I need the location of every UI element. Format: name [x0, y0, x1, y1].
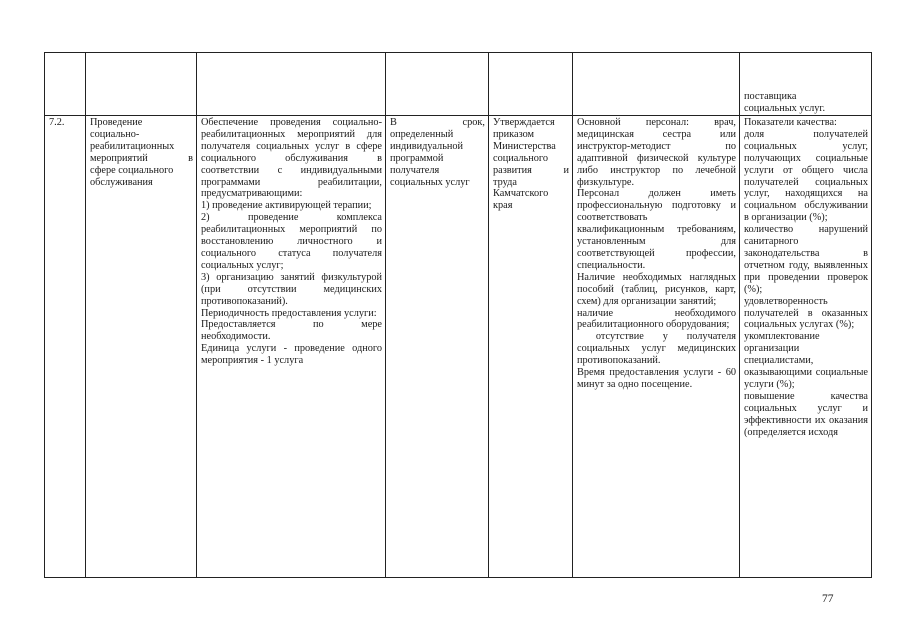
provider-line: поставщика — [744, 91, 797, 103]
indicators-paragraph: доля получателей социальных услуг, получающих социальные услуги от общего числа получателей социальных услуг, находящихся на социальном обслуживании в организации (%); — [744, 128, 868, 224]
services-table — [44, 52, 872, 578]
conditions-paragraph: Наличие необходимых наглядных пособий (таблиц, рисунков, карт, схем) для организации занятий; — [577, 271, 736, 307]
cell-empty — [489, 53, 573, 116]
description-paragraph: Предоставляется по мере необходимости. — [201, 319, 382, 343]
conditions-paragraph: отсутствие у получателя социальных услуг медицинских противопоказаний. — [577, 331, 739, 367]
cell-empty — [386, 53, 489, 116]
conditions-paragraph: Время предоставления услуги - 60 минут за одно посещение. — [577, 367, 736, 390]
description-paragraph: Периодичность предоставления услуги: — [201, 307, 377, 319]
table-row-top — [45, 53, 872, 116]
cell-tariff — [489, 116, 573, 578]
description-paragraph: Единица услуги - проведение одного мероприятия - 1 услуга — [201, 343, 382, 367]
indicators-paragraph: Показатели качества: — [744, 117, 837, 128]
deadline-line: индивидуальной — [390, 140, 464, 152]
deadline-line: социальных услуг — [390, 176, 470, 188]
description-paragraph: Обеспечение проведения социально-реабилитационных мероприятий для получателя социальных услуг в сфере социального обслуживания в соответствии с индивидуальными программами реабилитации, предусматривающими: — [201, 117, 382, 200]
tariff-line: края — [493, 200, 513, 212]
tariff-line: развития и — [493, 164, 569, 176]
cell-empty — [86, 53, 197, 116]
deadline-line: программой — [390, 152, 444, 164]
cell-number — [45, 116, 86, 578]
tariff-line: Камчатского — [493, 188, 549, 200]
conditions-paragraph: Основной персонал: врач, медицинская сестра или инструктор-методист по адаптивной физической культуре либо инструктор по лечебной физкультуре. — [577, 117, 736, 188]
indicators-paragraph: повышение качества социальных услуг и эффективности их оказания (определяется исходя — [744, 390, 868, 438]
cell-empty — [45, 53, 86, 116]
indicators-paragraph: укомплектование организации специалистами, оказывающими социальные услуги (%); — [744, 331, 868, 390]
cell-service-name — [86, 116, 197, 578]
service-name-line: Проведение — [90, 117, 143, 128]
cell-description — [197, 116, 386, 578]
service-name-line: социально- — [90, 128, 140, 140]
cell-empty — [197, 53, 386, 116]
tariff-line: труда — [493, 176, 517, 188]
description-paragraph: 1) проведение активирующей терапии; — [201, 200, 372, 212]
tariff-line: приказом — [493, 128, 535, 140]
cell-deadline — [386, 116, 489, 578]
indicators-paragraph: удовлетворенность получателей в оказанных социальных услугах (%); — [744, 295, 868, 331]
deadline-line: получателя — [390, 164, 440, 176]
service-name-line: мероприятий в — [90, 152, 193, 164]
description-paragraph: 3) организацию занятий физкультурой (при отсутствии медицинских противопоказаний). — [201, 271, 382, 307]
service-name-line: обслуживания — [90, 176, 153, 188]
cell-empty — [573, 53, 740, 116]
provider-line: социальных услуг. — [744, 103, 826, 115]
tariff-line: Министерства — [493, 140, 556, 152]
tariff-line: Утверждается — [493, 117, 555, 128]
deadline-line: В срок, — [390, 117, 485, 128]
description-paragraph: 2) проведение комплекса реабилитационных мероприятий по восстановлению личностного и социального статуса получателя социальных услуг; — [201, 212, 382, 271]
page-number: 77 — [822, 593, 834, 605]
table-row-service — [45, 116, 872, 578]
service-name-line: сфере социального — [90, 164, 174, 176]
cell-provider-continuation — [740, 53, 872, 116]
cell-indicators — [740, 116, 872, 578]
indicators-paragraph: количество нарушений санитарного законодательства в отчетном году, выявленных при проведении проверок (%); — [744, 224, 868, 295]
tariff-line: социального — [493, 152, 549, 164]
deadline-line: определенный — [390, 128, 454, 140]
service-number: 7.2. — [49, 117, 65, 128]
cell-conditions — [573, 116, 740, 578]
service-name-line: реабилитационных — [90, 140, 175, 152]
conditions-paragraph: Персонал должен иметь профессиональную подготовку и соответствовать квалификационным требованиям, установленным для соответствующей профессии, специальности. — [577, 188, 736, 271]
conditions-paragraph: наличие необходимого реабилитационного оборудования; — [577, 307, 736, 331]
